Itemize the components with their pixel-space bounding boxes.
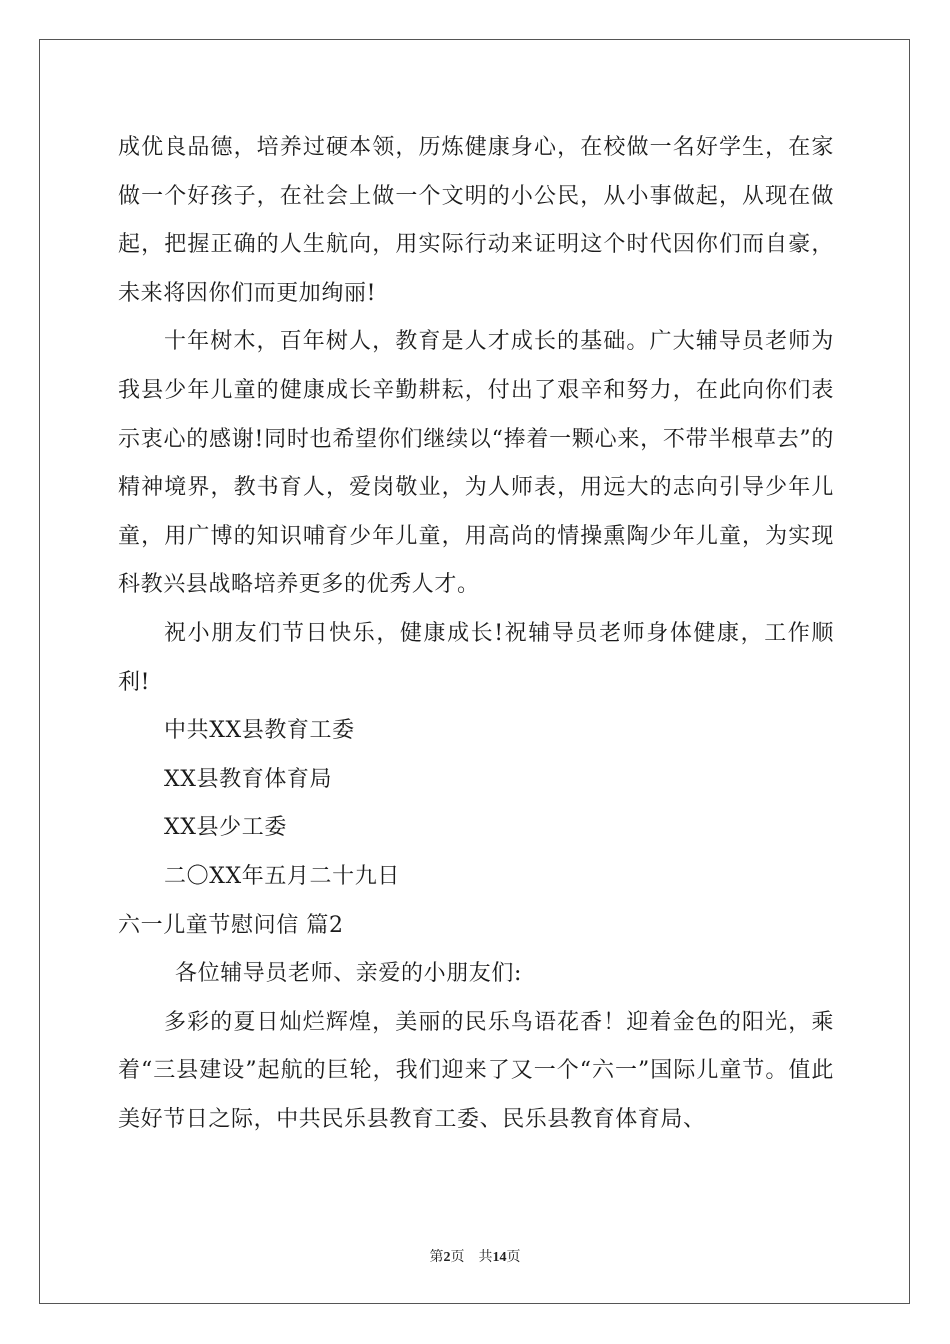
paragraph-continuation: 成优良品德，培养过硬本领，历炼健康身心，在校做一名好学生，在家做一个好孩子，在社会上做一个文明的小公民，从小事做起，从现在做起，把握正确的人生航向，用实际行动来证明这个时代因你们而自豪，未来将因你们而更加绚丽!: [118, 135, 834, 306]
signature-date: 二〇XX年五月二十九日: [164, 863, 400, 889]
section-heading: 六一儿童节慰问信 篇2: [118, 912, 344, 938]
footer-page-suffix: 页: [450, 1250, 465, 1265]
signature-line-2: XX县教育体育局: [164, 766, 333, 792]
greeting: 各位辅导员老师、亲爱的小朋友们:: [175, 961, 523, 987]
page-footer: [0, 1246, 950, 1266]
document-body: [118, 124, 834, 1144]
paragraph-teachers: 十年树木，百年树人，教育是人才成长的基础。广大辅导员老师为我县少年儿童的健康成长辛勤耕耘，付出了艰辛和努力，在此向你们表示衷心的感谢!同时也希望你们继续以“捧着一颗心来，不带半根草去”的精神境界，教书育人，爱岗敬业，为人师表，用远大的志向引导少年儿童，用广博的知识哺育少年儿童，用高尚的情操熏陶少年儿童，为实现科教兴县战略培养更多的优秀人才。: [118, 329, 834, 598]
paragraph-opening: 多彩的夏日灿烂辉煌，美丽的民乐鸟语花香！迎着金色的阳光，乘着“三县建设”起航的巨轮，我们迎来了又一个“六一”国际儿童节。值此美好节日之际，中共民乐县教育工委、民乐县教育体育局、: [118, 1009, 834, 1132]
footer-page-current: 2: [443, 1250, 451, 1265]
signature-line-1: 中共XX县教育工委: [164, 718, 355, 744]
footer-page-total: 14: [492, 1250, 507, 1265]
footer-page-prefix: 第: [429, 1250, 444, 1265]
footer-total-prefix: 共: [478, 1250, 493, 1265]
paragraph-wishes: 祝小朋友们节日快乐，健康成长!祝辅导员老师身体健康，工作顺利!: [118, 620, 834, 695]
signature-line-3: XX县少工委: [164, 815, 287, 841]
footer-total-suffix: 页: [506, 1250, 521, 1265]
